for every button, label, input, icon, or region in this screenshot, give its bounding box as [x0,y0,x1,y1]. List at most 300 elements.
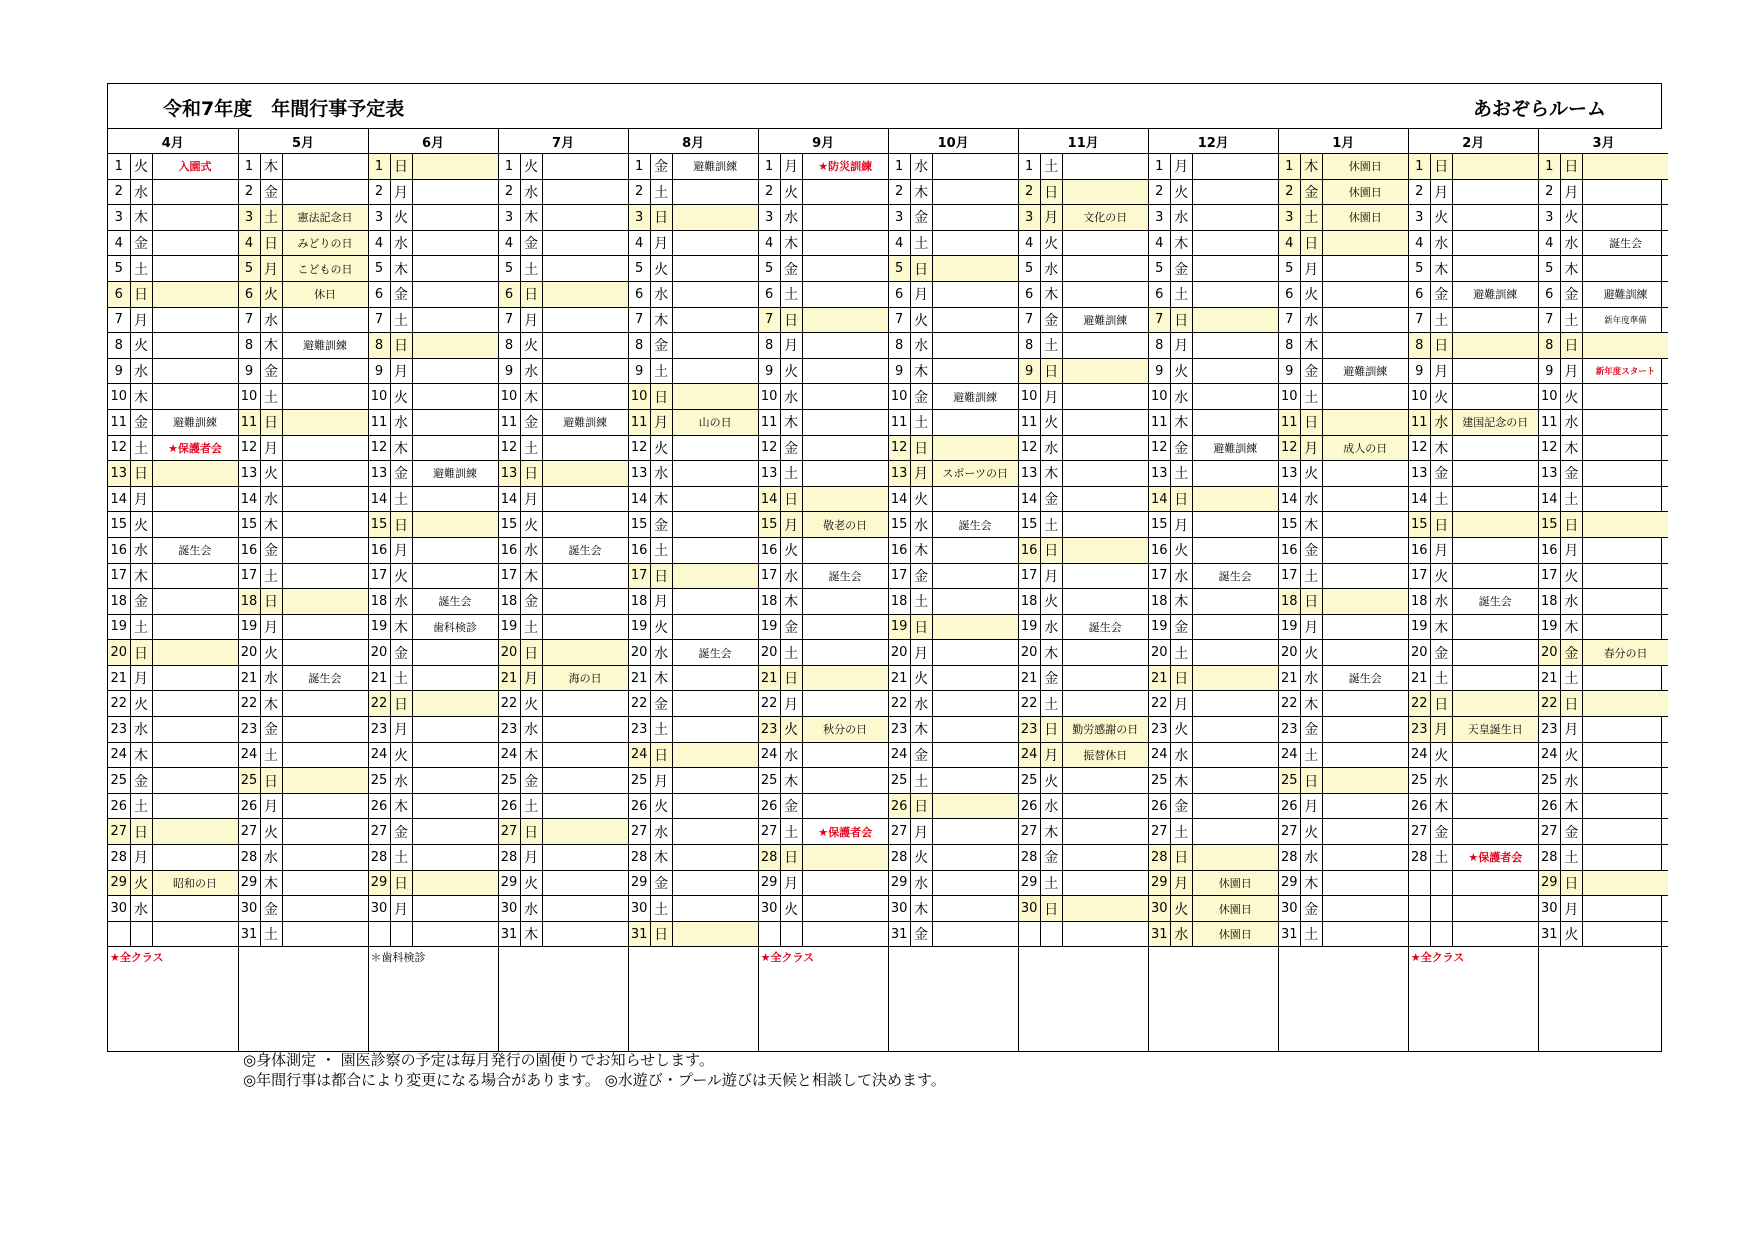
weekday: 月 [1560,358,1582,384]
month-note [1148,947,1278,1052]
event-cell [282,179,368,205]
event-cell [412,154,498,180]
calendar-row [108,665,1668,691]
calendar-row [108,793,1668,819]
event-cell [542,256,628,282]
day-number: 18 [1538,589,1560,615]
day-number: 8 [108,333,130,359]
weekday: 木 [910,179,932,205]
weekday: 木 [1300,691,1322,717]
weekday: 木 [1300,333,1322,359]
day-number: 25 [1278,768,1300,794]
weekday: 日 [1300,589,1322,615]
event-cell [542,435,628,461]
weekday: 木 [390,793,412,819]
day-number: 5 [498,256,520,282]
day-number: 16 [628,537,650,563]
calendar-row [108,205,1668,231]
weekday: 水 [910,870,932,896]
event-cell [152,281,238,307]
day-number: 28 [108,845,130,871]
weekday: 水 [1560,768,1582,794]
event-cell [672,589,758,615]
calendar-row [108,921,1668,947]
day-number: 22 [1538,691,1560,717]
event-cell [412,384,498,410]
weekday: 日 [1560,154,1582,180]
weekday: 火 [260,819,282,845]
day-number: 20 [1278,640,1300,666]
event-cell [672,384,758,410]
event-cell [1452,665,1538,691]
weekday: 火 [1430,742,1452,768]
event-cell [672,563,758,589]
day-number: 3 [108,205,130,231]
day-number: 5 [1148,256,1170,282]
weekday: 火 [390,563,412,589]
event-cell [1322,512,1408,538]
calendar-row [108,307,1668,333]
event-cell [672,461,758,487]
event-cell [802,793,888,819]
day-number: 6 [1408,281,1430,307]
weekday: 金 [1300,896,1322,922]
day-number: 21 [888,665,910,691]
event-cell [1062,333,1148,359]
weekday: 木 [520,205,542,231]
weekday: 土 [520,793,542,819]
weekday: 水 [650,819,672,845]
event-cell [1452,512,1538,538]
weekday: 木 [1040,281,1062,307]
event-cell [152,691,238,717]
weekday: 日 [130,640,152,666]
event-cell [1582,870,1668,896]
month-note [1278,947,1408,1052]
event-cell [152,742,238,768]
day-number: 16 [1018,537,1040,563]
day-number: 18 [1408,589,1430,615]
weekday: 木 [1040,819,1062,845]
weekday: 木 [780,230,802,256]
weekday: 金 [1430,281,1452,307]
day-number: 24 [628,742,650,768]
day-number: 25 [1018,768,1040,794]
calendar-row [108,896,1668,922]
day-number: 10 [108,384,130,410]
day-number: 7 [888,307,910,333]
day-number: 17 [498,563,520,589]
weekday: 日 [520,461,542,487]
day-number: 17 [368,563,390,589]
weekday: 月 [130,486,152,512]
calendar-row [108,640,1668,666]
event-cell [412,640,498,666]
month-header: 8月 [628,129,758,154]
day-number: 3 [1278,205,1300,231]
event-cell [542,640,628,666]
day-number: 17 [1148,563,1170,589]
day-number: 13 [108,461,130,487]
event-cell [1322,768,1408,794]
day-number: 25 [498,768,520,794]
day-number: 24 [1408,742,1430,768]
weekday: 金 [780,256,802,282]
weekday: 月 [260,435,282,461]
event-cell [672,307,758,333]
calendar-row [108,742,1668,768]
calendar-row [108,486,1668,512]
event-cell [932,179,1018,205]
day-number [1408,921,1430,947]
day-number: 13 [238,461,260,487]
weekday: 月 [910,819,932,845]
weekday: 火 [1170,896,1192,922]
event-cell: 誕生会 [1062,614,1148,640]
day-number: 6 [628,281,650,307]
event-cell [1322,921,1408,947]
weekday: 火 [650,256,672,282]
day-number: 4 [238,230,260,256]
weekday: 火 [1560,921,1582,947]
day-number: 30 [1278,896,1300,922]
day-number: 6 [1148,281,1170,307]
weekday: 水 [780,205,802,231]
weekday: 火 [1560,563,1582,589]
weekday: 水 [1300,845,1322,871]
weekday [1430,870,1452,896]
day-number: 26 [888,793,910,819]
event-cell [1062,921,1148,947]
weekday: 火 [650,435,672,461]
day-number: 27 [1278,819,1300,845]
event-cell [932,486,1018,512]
event-cell [152,614,238,640]
day-number: 27 [368,819,390,845]
weekday: 日 [1170,307,1192,333]
weekday: 土 [650,537,672,563]
event-cell [1062,256,1148,282]
event-cell [412,845,498,871]
day-number: 17 [628,563,650,589]
day-number: 1 [758,154,780,180]
weekday: 木 [520,742,542,768]
weekday: 水 [1040,614,1062,640]
day-number: 30 [108,896,130,922]
day-number: 31 [888,921,910,947]
weekday: 水 [1170,742,1192,768]
day-number: 14 [1018,486,1040,512]
weekday: 木 [390,614,412,640]
event-cell [672,793,758,819]
month-header: 9月 [758,129,888,154]
event-cell: 避難訓練 [152,409,238,435]
weekday: 金 [780,793,802,819]
event-cell [802,307,888,333]
weekday: 金 [520,230,542,256]
weekday: 木 [1170,589,1192,615]
day-number: 9 [108,358,130,384]
event-cell [152,461,238,487]
event-cell [282,717,368,743]
weekday: 木 [130,742,152,768]
day-number: 9 [888,358,910,384]
day-number: 25 [888,768,910,794]
day-number: 13 [1018,461,1040,487]
event-cell [1582,845,1668,871]
footnotes [243,1050,946,1090]
event-cell [412,793,498,819]
calendar-row [108,768,1668,794]
day-number: 19 [1538,614,1560,640]
weekday: 月 [780,512,802,538]
event-cell [1062,640,1148,666]
event-cell [1322,870,1408,896]
event-cell [802,589,888,615]
weekday: 土 [260,742,282,768]
day-number: 27 [498,819,520,845]
weekday: 火 [1300,281,1322,307]
weekday: 月 [1560,717,1582,743]
day-number: 7 [1538,307,1560,333]
event-cell [542,691,628,717]
day-number: 8 [498,333,520,359]
weekday: 火 [520,870,542,896]
day-number: 25 [758,768,780,794]
weekday: 日 [780,665,802,691]
weekday: 日 [390,870,412,896]
day-number: 30 [1538,896,1560,922]
event-cell [1192,665,1278,691]
weekday: 土 [780,819,802,845]
weekday: 金 [650,333,672,359]
weekday: 金 [910,384,932,410]
day-number: 4 [628,230,650,256]
day-number: 21 [758,665,780,691]
event-cell [802,921,888,947]
event-cell [542,742,628,768]
day-number: 21 [368,665,390,691]
month-header: 4月 [108,129,238,154]
event-cell [672,768,758,794]
day-number: 29 [888,870,910,896]
weekday: 月 [520,307,542,333]
event-cell: 秋分の日 [802,717,888,743]
weekday: 月 [130,665,152,691]
calendar-row [108,717,1668,743]
day-number: 8 [628,333,650,359]
weekday: 土 [390,845,412,871]
day-number: 16 [108,537,130,563]
weekday: 日 [910,793,932,819]
day-number: 31 [628,921,650,947]
event-cell: 入園式 [152,154,238,180]
event-cell: 山の日 [672,409,758,435]
event-cell [1062,154,1148,180]
weekday: 金 [1560,281,1582,307]
day-number: 19 [108,614,130,640]
day-number: 11 [498,409,520,435]
event-cell [152,768,238,794]
event-cell [152,307,238,333]
event-cell [932,717,1018,743]
calendar-row [108,537,1668,563]
event-cell [932,921,1018,947]
event-cell: 勤労感謝の日 [1062,717,1148,743]
event-cell [932,691,1018,717]
weekday: 月 [1560,896,1582,922]
weekday: 火 [1040,230,1062,256]
day-number: 4 [1538,230,1560,256]
event-cell [542,768,628,794]
day-number: 25 [368,768,390,794]
event-cell [932,614,1018,640]
weekday: 月 [390,537,412,563]
weekday: 月 [650,230,672,256]
weekday: 日 [1040,358,1062,384]
day-number: 20 [888,640,910,666]
day-number: 28 [498,845,520,871]
weekday: 火 [1300,640,1322,666]
weekday: 日 [1040,896,1062,922]
weekday: 火 [780,358,802,384]
weekday: 日 [390,154,412,180]
day-number: 27 [238,819,260,845]
weekday: 金 [260,179,282,205]
day-number: 2 [498,179,520,205]
day-number: 29 [1148,870,1170,896]
event-cell: 春分の日 [1582,640,1668,666]
day-number: 13 [1148,461,1170,487]
event-cell [412,870,498,896]
event-cell [1582,384,1668,410]
event-cell [152,717,238,743]
event-cell [932,230,1018,256]
day-number: 21 [1408,665,1430,691]
weekday: 月 [1300,793,1322,819]
event-cell [1322,384,1408,410]
event-cell: 建国記念の日 [1452,409,1538,435]
weekday: 日 [650,205,672,231]
weekday: 木 [910,358,932,384]
event-cell: 文化の日 [1062,205,1148,231]
event-cell [1322,589,1408,615]
event-cell [1192,640,1278,666]
weekday: 水 [130,537,152,563]
event-cell [1192,358,1278,384]
day-number: 1 [1408,154,1430,180]
day-number: 14 [888,486,910,512]
month-note [628,947,758,1052]
weekday: 木 [1300,870,1322,896]
day-number: 21 [108,665,130,691]
weekday: 水 [130,179,152,205]
day-number: 4 [1148,230,1170,256]
day-number: 23 [498,717,520,743]
event-cell [1452,435,1538,461]
weekday: 日 [1430,691,1452,717]
weekday: 日 [650,384,672,410]
event-cell: ★保護者会 [1452,845,1538,871]
event-cell [672,691,758,717]
weekday: 日 [1040,537,1062,563]
weekday: 木 [780,768,802,794]
day-number: 18 [628,589,650,615]
day-number: 18 [1018,589,1040,615]
day-number: 10 [888,384,910,410]
day-number: 30 [1018,896,1040,922]
weekday: 土 [650,358,672,384]
day-number: 18 [238,589,260,615]
weekday: 日 [1560,512,1582,538]
day-number: 1 [628,154,650,180]
day-number: 27 [108,819,130,845]
day-number: 29 [1538,870,1560,896]
weekday: 日 [780,307,802,333]
event-cell [1192,333,1278,359]
weekday: 木 [1560,793,1582,819]
event-cell [1452,742,1538,768]
event-cell [802,896,888,922]
event-cell: 誕生会 [542,537,628,563]
event-cell [542,896,628,922]
weekday: 月 [260,793,282,819]
event-cell [672,819,758,845]
weekday: 木 [390,435,412,461]
page-title: 令和7年度 年間行事予定表 [163,98,405,120]
day-number: 2 [628,179,650,205]
weekday: 日 [390,512,412,538]
event-cell [672,179,758,205]
weekday: 月 [1560,537,1582,563]
weekday: 火 [650,793,672,819]
day-number: 14 [1278,486,1300,512]
event-cell [542,614,628,640]
event-cell [1322,742,1408,768]
day-number: 18 [888,589,910,615]
weekday: 月 [910,281,932,307]
weekday: 月 [390,179,412,205]
weekday: 土 [1300,563,1322,589]
event-cell [152,486,238,512]
weekday: 月 [1430,358,1452,384]
weekday: 水 [390,768,412,794]
event-cell: みどりの日 [282,230,368,256]
weekday: 月 [1300,614,1322,640]
weekday: 水 [520,537,542,563]
event-cell [1452,819,1538,845]
day-number: 28 [1148,845,1170,871]
month-note [1018,947,1148,1052]
weekday: 火 [130,154,152,180]
event-cell [932,435,1018,461]
day-number: 18 [1148,589,1170,615]
event-cell [1192,154,1278,180]
event-cell [802,691,888,717]
event-cell [932,589,1018,615]
event-cell: 敬老の日 [802,512,888,538]
day-number: 19 [1408,614,1430,640]
weekday: 金 [1040,307,1062,333]
month-header: 10月 [888,129,1018,154]
event-cell [1062,486,1148,512]
weekday: 土 [650,717,672,743]
day-number: 3 [1408,205,1430,231]
event-cell [932,281,1018,307]
event-cell: ★保護者会 [802,819,888,845]
event-cell [1322,461,1408,487]
event-cell [542,563,628,589]
